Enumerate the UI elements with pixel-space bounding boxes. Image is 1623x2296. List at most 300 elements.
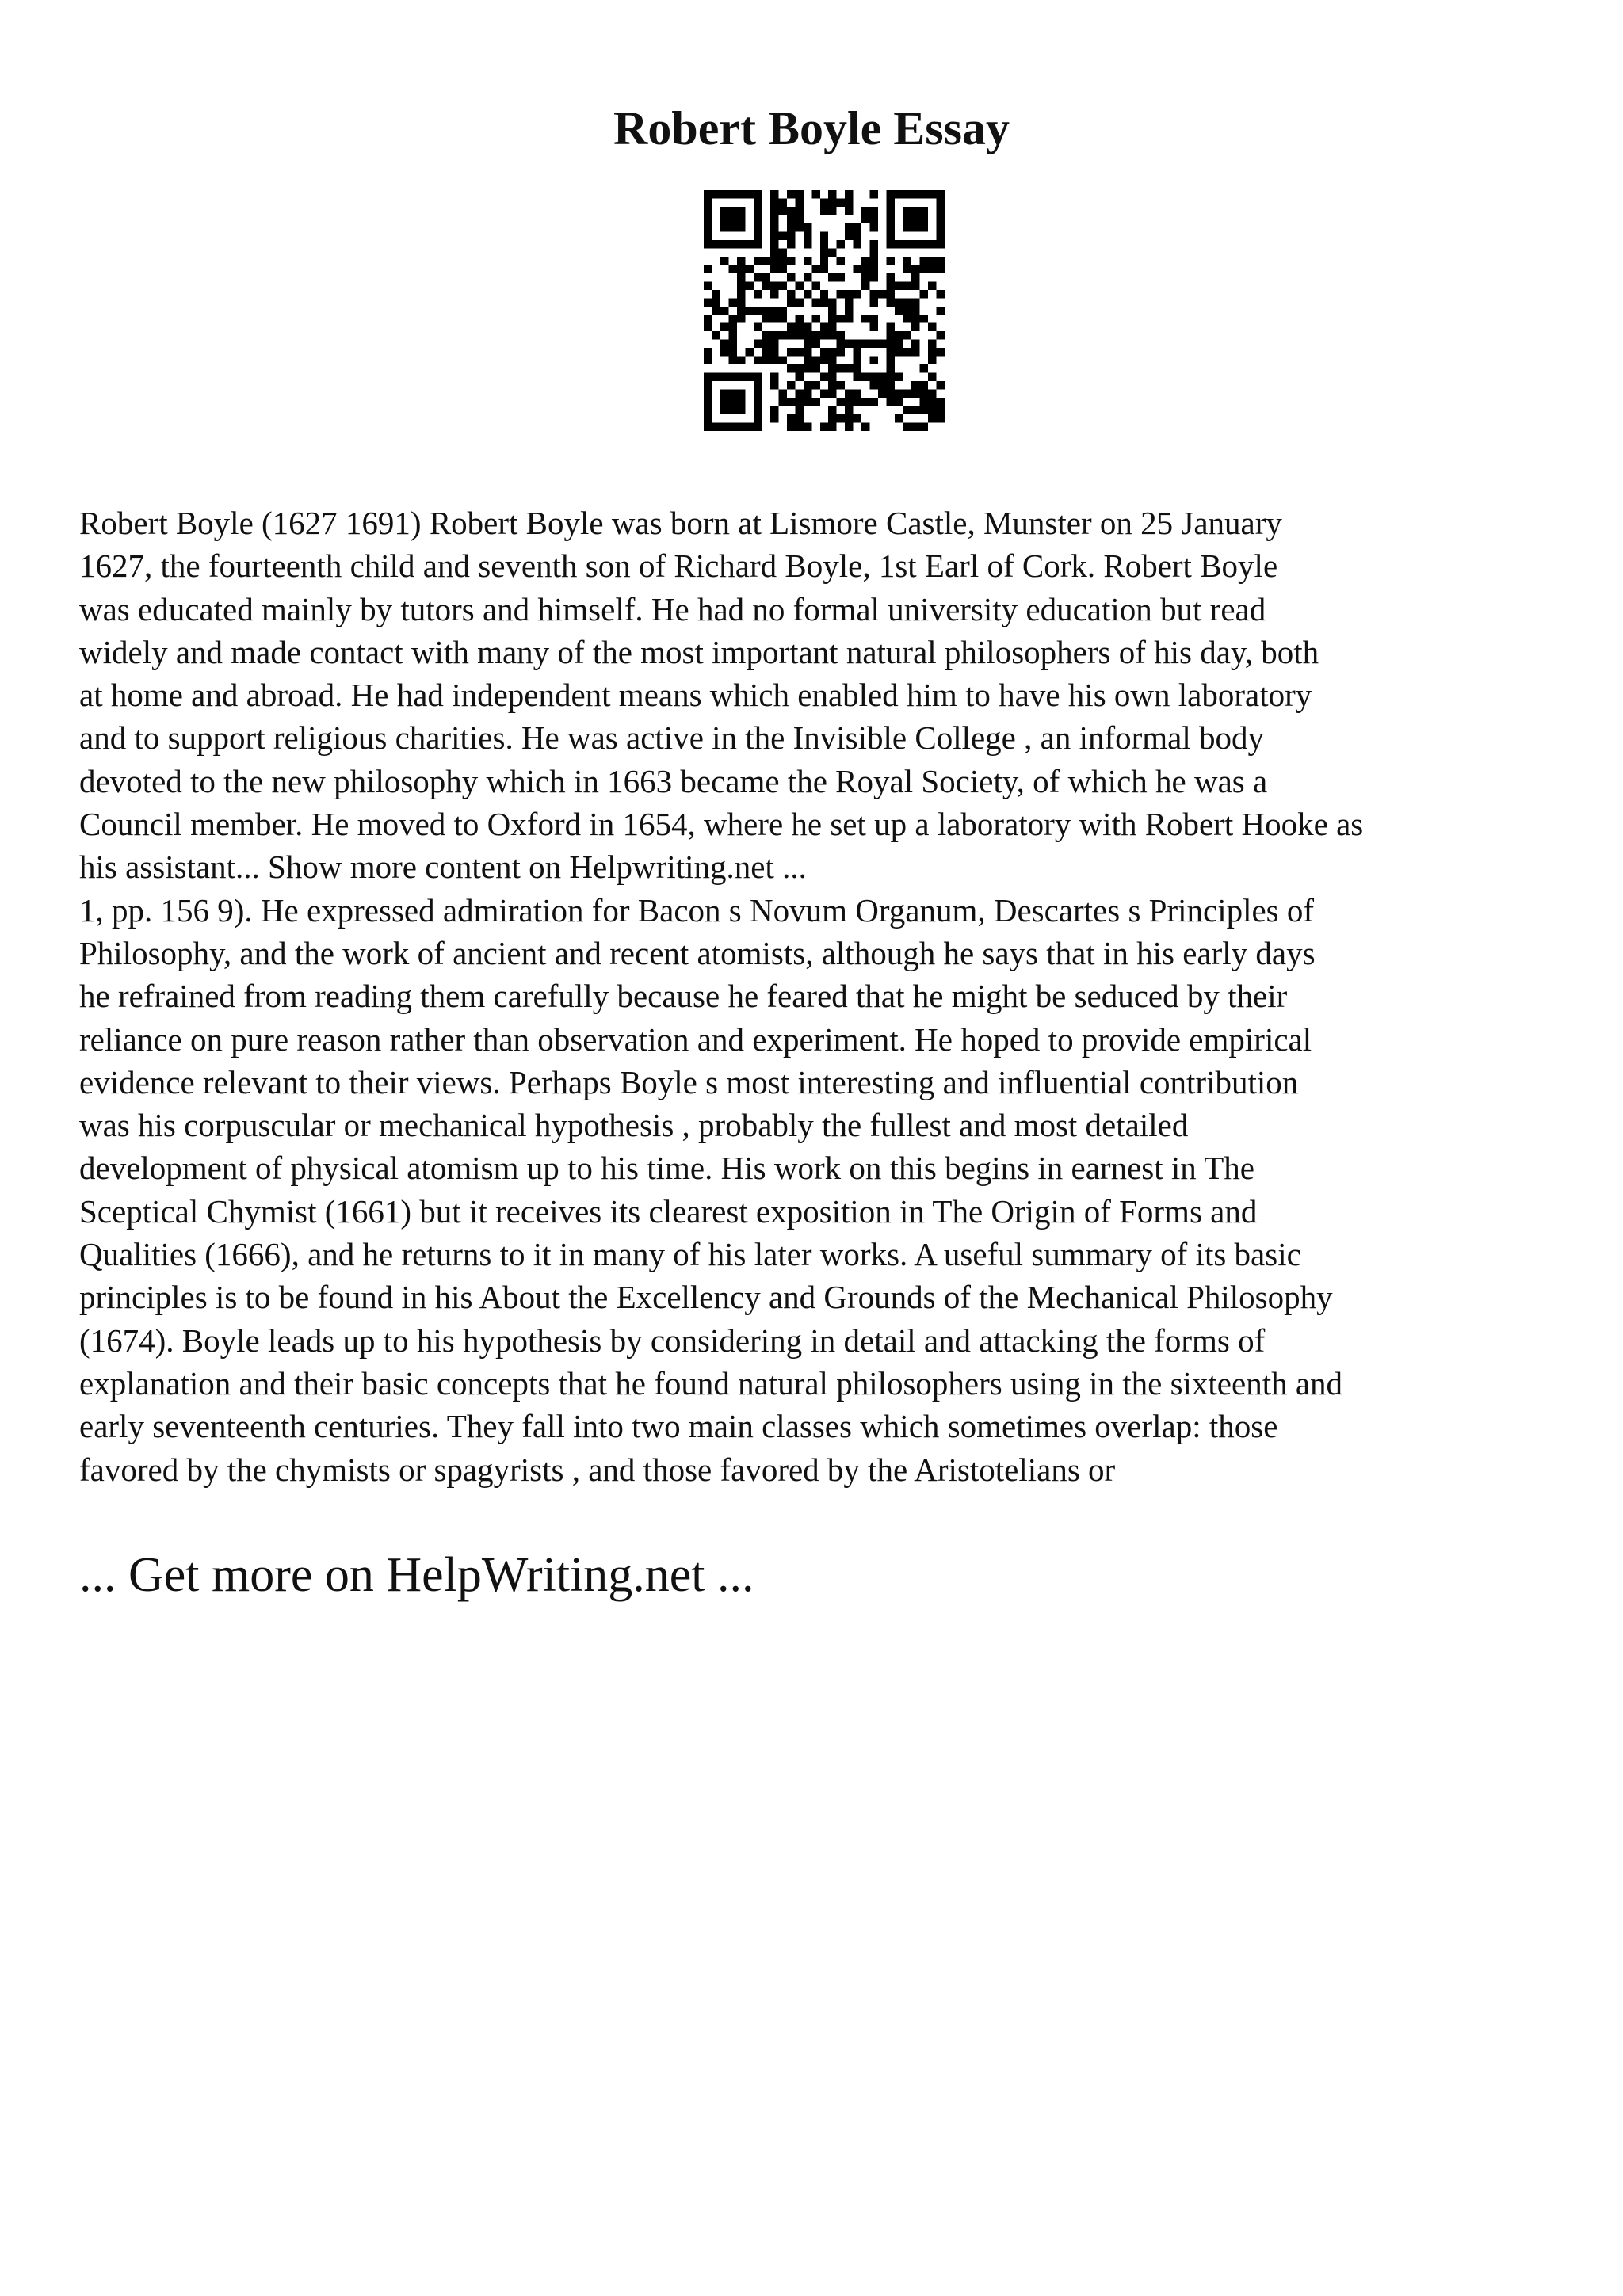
qr-module bbox=[937, 223, 945, 231]
qr-module bbox=[745, 240, 753, 248]
qr-module bbox=[845, 364, 853, 372]
qr-module bbox=[745, 348, 753, 356]
qr-module bbox=[887, 207, 895, 215]
qr-module bbox=[795, 190, 803, 198]
qr-module bbox=[812, 398, 819, 406]
qr-module bbox=[720, 373, 728, 381]
qr-module bbox=[704, 357, 712, 364]
qr-module bbox=[820, 290, 828, 298]
qr-module bbox=[928, 390, 936, 398]
qr-module bbox=[911, 315, 919, 322]
qr-module bbox=[737, 398, 745, 406]
body-line: evidence relevant to their views. Perhaps Boyle s most interesting and influential contribution bbox=[79, 1063, 1299, 1100]
qr-module bbox=[903, 331, 911, 339]
qr-module bbox=[920, 381, 928, 389]
qr-module bbox=[861, 398, 869, 406]
qr-module bbox=[770, 290, 778, 298]
qr-module bbox=[770, 231, 778, 239]
qr-module bbox=[854, 364, 861, 372]
qr-module bbox=[854, 414, 861, 422]
qr-module bbox=[804, 257, 812, 265]
qr-module bbox=[928, 406, 936, 414]
qr-module bbox=[911, 215, 919, 223]
body-line: his assistant... Show more content on Helpwriting.net ... bbox=[79, 849, 807, 886]
qr-module bbox=[737, 265, 745, 273]
qr-module bbox=[762, 357, 769, 364]
qr-module bbox=[920, 423, 928, 431]
qr-module bbox=[737, 240, 745, 248]
qr-module bbox=[878, 340, 886, 348]
qr-module bbox=[728, 357, 736, 364]
qr-module bbox=[887, 323, 895, 331]
qr-module bbox=[870, 381, 878, 389]
qr-module bbox=[937, 290, 945, 298]
qr-module bbox=[812, 340, 819, 348]
qr-module bbox=[812, 265, 819, 273]
qr-module bbox=[895, 390, 903, 398]
qr-module bbox=[787, 364, 795, 372]
qr-module bbox=[770, 265, 778, 273]
qr-module bbox=[787, 240, 795, 248]
qr-module bbox=[845, 207, 853, 215]
qr-module bbox=[795, 390, 803, 398]
qr-module bbox=[911, 298, 919, 306]
qr-module bbox=[778, 357, 786, 364]
qr-module bbox=[920, 398, 928, 406]
qr-module bbox=[928, 348, 936, 356]
qr-module bbox=[712, 290, 720, 298]
qr-module bbox=[762, 273, 769, 281]
qr-module bbox=[937, 348, 945, 356]
qr-module bbox=[845, 307, 853, 315]
qr-module bbox=[720, 340, 728, 348]
qr-module bbox=[820, 257, 828, 265]
qr-module bbox=[770, 381, 778, 389]
qr-module bbox=[928, 373, 936, 381]
qr-module bbox=[728, 298, 736, 306]
qr-module bbox=[828, 198, 836, 206]
qr-module bbox=[903, 257, 911, 265]
qr-module bbox=[903, 406, 911, 414]
qr-module bbox=[937, 190, 945, 198]
qr-module bbox=[778, 315, 786, 322]
qr-module bbox=[911, 273, 919, 281]
qr-module bbox=[854, 348, 861, 356]
qr-module bbox=[895, 331, 903, 339]
qr-module bbox=[887, 273, 895, 281]
qr-module bbox=[720, 215, 728, 223]
qr-module bbox=[937, 215, 945, 223]
qr-module bbox=[937, 265, 945, 273]
qr-module bbox=[920, 265, 928, 273]
qr-module bbox=[712, 331, 720, 339]
qr-module bbox=[712, 298, 720, 306]
qr-module bbox=[795, 373, 803, 381]
qr-module bbox=[728, 215, 736, 223]
qr-module bbox=[804, 398, 812, 406]
qr-module bbox=[878, 290, 886, 298]
body-line: devoted to the new philosophy which in 1663 became the Royal Society, of which he was a bbox=[79, 762, 1268, 799]
qr-module bbox=[861, 215, 869, 223]
qr-module bbox=[812, 190, 819, 198]
qr-module bbox=[854, 373, 861, 381]
qr-module bbox=[887, 215, 895, 223]
qr-module bbox=[920, 364, 928, 372]
qr-module bbox=[728, 398, 736, 406]
qr-module bbox=[704, 298, 712, 306]
qr-module bbox=[737, 257, 745, 265]
qr-module bbox=[770, 190, 778, 198]
qr-module bbox=[903, 281, 911, 289]
qr-module bbox=[754, 231, 762, 239]
qr-module bbox=[704, 315, 712, 322]
qr-module bbox=[770, 348, 778, 356]
qr-module bbox=[770, 207, 778, 215]
qr-module bbox=[754, 323, 762, 331]
qr-module bbox=[837, 331, 845, 339]
qr-module bbox=[887, 240, 895, 248]
qr-module bbox=[895, 340, 903, 348]
qr-module bbox=[845, 223, 853, 231]
qr-module bbox=[720, 257, 728, 265]
qr-module bbox=[812, 298, 819, 306]
qr-module bbox=[770, 198, 778, 206]
qr-module bbox=[828, 307, 836, 315]
qr-module bbox=[911, 190, 919, 198]
qr-module bbox=[887, 190, 895, 198]
qr-module bbox=[903, 423, 911, 431]
qr-module bbox=[828, 414, 836, 422]
qr-module bbox=[704, 373, 712, 381]
qr-module bbox=[887, 331, 895, 339]
qr-module bbox=[845, 423, 853, 431]
qr-module bbox=[704, 406, 712, 414]
qr-module bbox=[861, 340, 869, 348]
qr-module bbox=[911, 390, 919, 398]
qr-module bbox=[728, 406, 736, 414]
qr-module bbox=[878, 373, 886, 381]
qr-module bbox=[870, 298, 878, 306]
body-line: Qualities (1666), and he returns to it in many of his later works. A useful summary of its basic bbox=[79, 1236, 1301, 1273]
page-title: Robert Boyle Essay bbox=[613, 102, 1010, 154]
body-line: explanation and their basic concepts that he found natural philosophers using in the sixteenth and bbox=[79, 1364, 1343, 1402]
qr-module bbox=[704, 390, 712, 398]
qr-module bbox=[887, 357, 895, 364]
qr-module bbox=[704, 281, 712, 289]
qr-module bbox=[728, 423, 736, 431]
body-line: development of physical atomism up to his time. His work on this begins in earnest in The bbox=[79, 1150, 1255, 1187]
qr-module bbox=[911, 265, 919, 273]
qr-module bbox=[778, 231, 786, 239]
qr-module bbox=[828, 381, 836, 389]
qr-module bbox=[820, 198, 828, 206]
qr-module bbox=[845, 198, 853, 206]
qr-module bbox=[861, 423, 869, 431]
qr-module bbox=[887, 281, 895, 289]
qr-module bbox=[804, 381, 812, 389]
qr-module bbox=[887, 223, 895, 231]
qr-module bbox=[754, 406, 762, 414]
qr-module bbox=[837, 257, 845, 265]
qr-module bbox=[861, 257, 869, 265]
qr-module bbox=[754, 190, 762, 198]
qr-module bbox=[928, 323, 936, 331]
qr-module bbox=[737, 315, 745, 322]
qr-module bbox=[704, 240, 712, 248]
qr-module bbox=[737, 273, 745, 281]
qr-module bbox=[762, 331, 769, 339]
qr-module bbox=[737, 357, 745, 364]
qr-module bbox=[737, 215, 745, 223]
qr-module bbox=[778, 248, 786, 256]
qr-module bbox=[878, 381, 886, 389]
qr-module bbox=[820, 207, 828, 215]
qr-module bbox=[920, 390, 928, 398]
qr-module bbox=[854, 265, 861, 273]
qr-module bbox=[778, 307, 786, 315]
qr-module bbox=[754, 273, 762, 281]
qr-module bbox=[911, 406, 919, 414]
qr-module bbox=[845, 398, 853, 406]
qr-module bbox=[837, 240, 845, 248]
qr-module bbox=[928, 265, 936, 273]
qr-module bbox=[937, 414, 945, 422]
qr-module bbox=[770, 340, 778, 348]
qr-module bbox=[812, 381, 819, 389]
qr-module bbox=[903, 307, 911, 315]
qr-module bbox=[812, 364, 819, 372]
qr-module bbox=[887, 381, 895, 389]
qr-module bbox=[712, 190, 720, 198]
qr-module bbox=[903, 348, 911, 356]
qr-module bbox=[887, 348, 895, 356]
qr-module bbox=[920, 223, 928, 231]
qr-module bbox=[745, 190, 753, 198]
qr-module bbox=[911, 323, 919, 331]
qr-module bbox=[812, 357, 819, 364]
qr-module bbox=[704, 207, 712, 215]
qr-module bbox=[704, 414, 712, 422]
qr-module bbox=[937, 381, 945, 389]
qr-module bbox=[770, 215, 778, 223]
qr-module bbox=[804, 323, 812, 331]
qr-module bbox=[845, 298, 853, 306]
qr-module bbox=[787, 207, 795, 215]
qr-module bbox=[928, 398, 936, 406]
qr-module bbox=[770, 414, 778, 422]
qr-module bbox=[762, 340, 769, 348]
qr-module bbox=[820, 331, 828, 339]
qr-module bbox=[795, 281, 803, 289]
qr-module bbox=[887, 390, 895, 398]
qr-module bbox=[804, 423, 812, 431]
qr-module bbox=[745, 307, 753, 315]
qr-module bbox=[861, 373, 869, 381]
qr-module bbox=[820, 323, 828, 331]
qr-module bbox=[828, 390, 836, 398]
body-line: widely and made contact with many of the most important natural philosophers of his day, both bbox=[79, 633, 1319, 670]
qr-module bbox=[812, 331, 819, 339]
qr-module bbox=[762, 281, 769, 289]
qr-module bbox=[928, 281, 936, 289]
qr-module bbox=[895, 348, 903, 356]
qr-module bbox=[720, 390, 728, 398]
qr-module bbox=[895, 398, 903, 406]
qr-module bbox=[911, 207, 919, 215]
qr-module bbox=[828, 357, 836, 364]
qr-module bbox=[920, 406, 928, 414]
qr-module bbox=[903, 265, 911, 273]
qr-module bbox=[754, 223, 762, 231]
qr-module bbox=[920, 290, 928, 298]
body-line: 1627, the fourteenth child and seventh son of Richard Boyle, 1st Earl of Cork. Robert Boyle bbox=[79, 547, 1278, 585]
qr-module bbox=[804, 231, 812, 239]
qr-module bbox=[878, 390, 886, 398]
qr-module bbox=[770, 307, 778, 315]
qr-module bbox=[787, 273, 795, 281]
qr-module bbox=[887, 373, 895, 381]
qr-module bbox=[928, 257, 936, 265]
qr-module bbox=[754, 198, 762, 206]
qr-module bbox=[787, 257, 795, 265]
qr-module bbox=[812, 281, 819, 289]
qr-module bbox=[845, 414, 853, 422]
qr-module bbox=[828, 423, 836, 431]
qr-module bbox=[870, 398, 878, 406]
qr-module bbox=[911, 340, 919, 348]
qr-module bbox=[937, 240, 945, 248]
qr-module bbox=[937, 406, 945, 414]
qr-module bbox=[787, 323, 795, 331]
qr-module bbox=[845, 290, 853, 298]
qr-module bbox=[787, 331, 795, 339]
qr-module bbox=[704, 190, 712, 198]
qr-module bbox=[720, 398, 728, 406]
qr-module bbox=[812, 315, 819, 322]
qr-module bbox=[903, 207, 911, 215]
qr-module bbox=[903, 315, 911, 322]
qr-module bbox=[820, 348, 828, 356]
get-more-link[interactable]: ... Get more on HelpWriting.net ... bbox=[79, 1548, 754, 1602]
qr-module bbox=[837, 398, 845, 406]
qr-module bbox=[903, 215, 911, 223]
qr-module bbox=[804, 290, 812, 298]
qr-module bbox=[828, 248, 836, 256]
body-line: Philosophy, and the work of ancient and recent atomists, although he says that in his early days bbox=[79, 934, 1316, 971]
qr-module bbox=[870, 315, 878, 322]
qr-module bbox=[845, 340, 853, 348]
qr-module bbox=[928, 240, 936, 248]
qr-module bbox=[828, 315, 836, 322]
qr-module bbox=[937, 398, 945, 406]
qr-module bbox=[795, 298, 803, 306]
qr-module bbox=[895, 190, 903, 198]
qr-module bbox=[720, 423, 728, 431]
body-line: and to support religious charities. He was active in the Invisible College , an informal body bbox=[79, 719, 1264, 757]
qr-module bbox=[887, 198, 895, 206]
qr-module bbox=[737, 406, 745, 414]
body-line: Sceptical Chymist (1661) but it receives its clearest exposition in The Origin of Forms and bbox=[79, 1192, 1258, 1230]
qr-module bbox=[845, 406, 853, 414]
qr-module bbox=[920, 257, 928, 265]
qr-module bbox=[745, 423, 753, 431]
qr-module bbox=[728, 323, 736, 331]
qr-module bbox=[861, 207, 869, 215]
qr-module bbox=[895, 240, 903, 248]
qr-module bbox=[828, 364, 836, 372]
qr-module bbox=[704, 215, 712, 223]
qr-module bbox=[770, 373, 778, 381]
qr-module bbox=[861, 265, 869, 273]
qr-module bbox=[920, 240, 928, 248]
qr-module bbox=[870, 373, 878, 381]
qr-module bbox=[745, 373, 753, 381]
qr-module bbox=[903, 190, 911, 198]
qr-module bbox=[820, 265, 828, 273]
qr-module bbox=[937, 307, 945, 315]
qr-module bbox=[870, 323, 878, 331]
qr-module bbox=[754, 357, 762, 364]
qr-module bbox=[737, 373, 745, 381]
qr-module bbox=[737, 423, 745, 431]
qr-module bbox=[795, 331, 803, 339]
qr-module bbox=[870, 223, 878, 231]
qr-module bbox=[887, 364, 895, 372]
qr-module bbox=[895, 373, 903, 381]
qr-module bbox=[903, 223, 911, 231]
qr-module bbox=[911, 423, 919, 431]
qr-module bbox=[854, 340, 861, 348]
qr-module bbox=[804, 364, 812, 372]
qr-module bbox=[778, 257, 786, 265]
qr-module bbox=[845, 231, 853, 239]
qr-module bbox=[704, 348, 712, 356]
qr-module bbox=[720, 406, 728, 414]
qr-module bbox=[754, 414, 762, 422]
qr-module bbox=[870, 190, 878, 198]
qr-module bbox=[712, 240, 720, 248]
qr-module bbox=[928, 190, 936, 198]
qr-module bbox=[720, 240, 728, 248]
qr-module bbox=[870, 265, 878, 273]
qr-module bbox=[762, 315, 769, 322]
qr-module bbox=[754, 307, 762, 315]
body-line: reliance on pure reason rather than observation and experiment. He hoped to provide empirical bbox=[79, 1020, 1312, 1058]
qr-module bbox=[837, 340, 845, 348]
qr-module bbox=[795, 215, 803, 223]
qr-module bbox=[720, 223, 728, 231]
qr-module bbox=[712, 423, 720, 431]
qr-module bbox=[704, 265, 712, 273]
body-line: was educated mainly by tutors and himself. He had no formal university education but read bbox=[79, 590, 1266, 627]
qr-module bbox=[920, 215, 928, 223]
qr-module bbox=[870, 273, 878, 281]
qr-module bbox=[787, 215, 795, 223]
qr-module bbox=[854, 223, 861, 231]
qr-module bbox=[820, 248, 828, 256]
qr-module bbox=[837, 348, 845, 356]
qr-module bbox=[704, 223, 712, 231]
qr-module bbox=[754, 390, 762, 398]
qr-module bbox=[837, 315, 845, 322]
qr-module bbox=[728, 315, 736, 322]
qr-module bbox=[787, 231, 795, 239]
qr-module bbox=[728, 240, 736, 248]
qr-module bbox=[770, 281, 778, 289]
qr-module bbox=[795, 364, 803, 372]
qr-module bbox=[845, 390, 853, 398]
qr-module bbox=[870, 357, 878, 364]
